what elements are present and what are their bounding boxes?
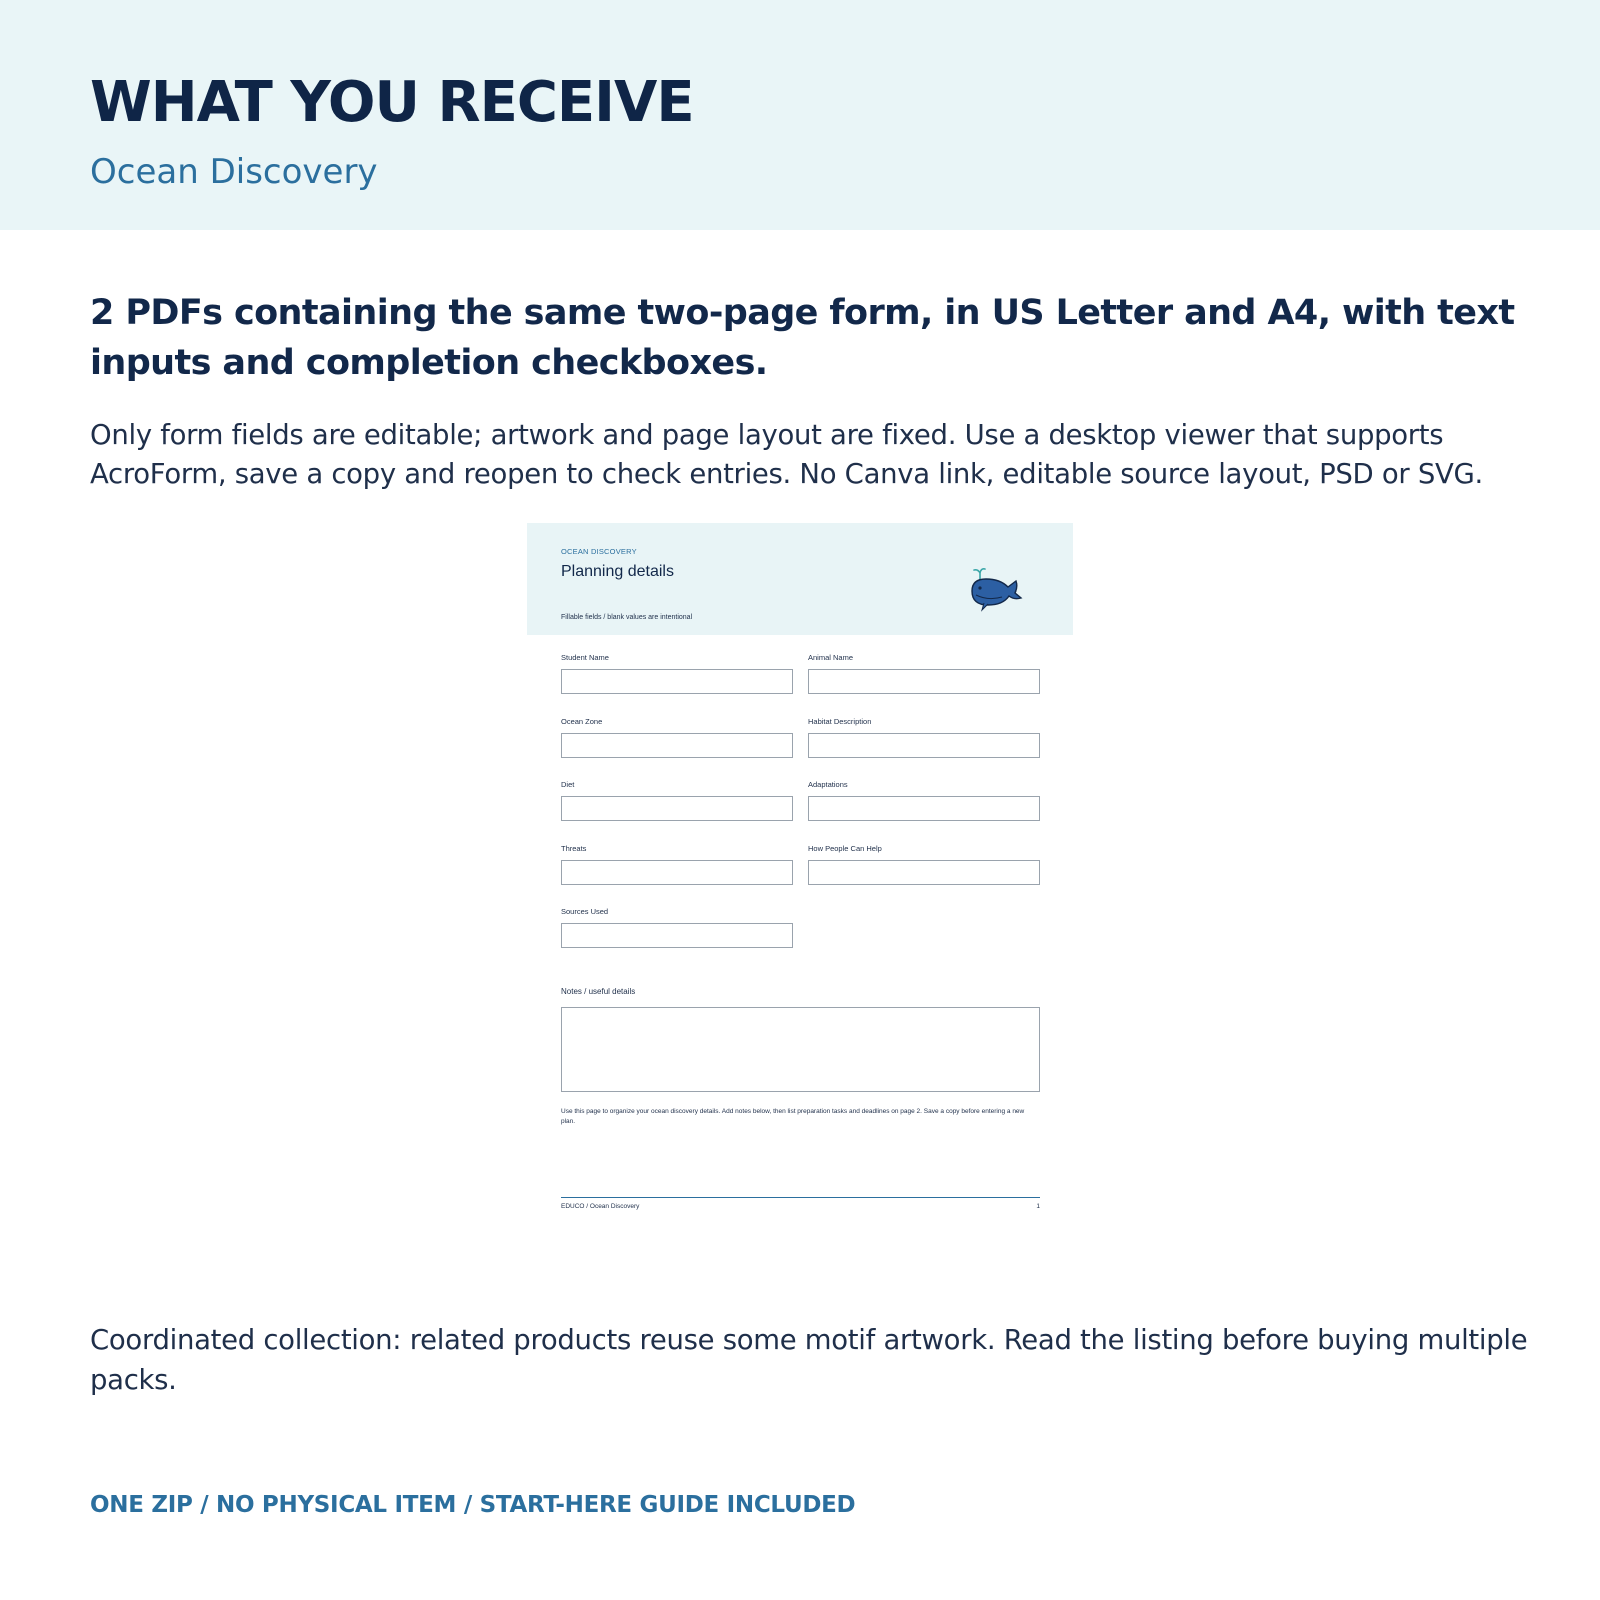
tagline: ONE ZIP / NO PHYSICAL ITEM / START-HERE GUIDE INCLUDED: [90, 1492, 856, 1518]
text-input[interactable]: [561, 796, 793, 821]
page-title: WHAT YOU RECEIVE: [90, 70, 694, 135]
notes-label: Notes / useful details: [561, 987, 636, 996]
page-number: 1: [1036, 1203, 1040, 1210]
field-threats: [561, 843, 793, 885]
help-text: Use this page to organize your ocean discovery details. Add notes below, then list preparation tasks and deadlines on page 2. Save a copy before entering a new plan.: [561, 1108, 1025, 1125]
notes-textarea[interactable]: [561, 1007, 1040, 1092]
field-label: Student Name: [561, 653, 609, 662]
text-input[interactable]: [561, 923, 793, 948]
field-label: Adaptations: [808, 780, 848, 789]
text-input[interactable]: [808, 860, 1040, 885]
footer-rule: [561, 1197, 1040, 1198]
text-input[interactable]: [808, 669, 1040, 694]
field-diet: [561, 779, 793, 821]
field-label: Threats: [561, 844, 587, 853]
field-sources-used: [561, 906, 793, 948]
whale-icon: [968, 567, 1026, 613]
text-input[interactable]: [808, 733, 1040, 758]
text-input[interactable]: [561, 860, 793, 885]
text-input[interactable]: [561, 733, 793, 758]
text-input[interactable]: [561, 669, 793, 694]
field-label: Habitat Description: [808, 717, 872, 726]
lead-paragraph: 2 PDFs containing the same two-page form, in US Letter and A4, with text inputs and completion checkboxes.: [90, 293, 1515, 383]
field-how-people-can-help: [808, 843, 1040, 885]
field-label: Animal Name: [808, 653, 854, 662]
preview-kicker: OCEAN DISCOVERY: [561, 547, 637, 556]
field-animal-name: [808, 652, 1040, 694]
field-label: Diet: [561, 780, 575, 789]
preview-note: Fillable fields / blank values are intentional: [561, 614, 693, 621]
field-label: How People Can Help: [808, 844, 882, 853]
preview-title: Planning details: [561, 563, 674, 580]
text-input[interactable]: [808, 796, 1040, 821]
field-habitat-description: [808, 716, 1040, 758]
page-subtitle: Ocean Discovery: [90, 152, 378, 192]
form-preview: [527, 523, 1073, 1223]
field-student-name: [561, 652, 793, 694]
field-ocean-zone: [561, 716, 793, 758]
collection-note: Coordinated collection: related products reuse some motif artwork. Read the listing before buying multiple packs.: [90, 1324, 1528, 1396]
footer-label: EDUCO / Ocean Discovery: [561, 1203, 640, 1210]
field-label: Ocean Zone: [561, 717, 603, 726]
field-adaptations: [808, 779, 1040, 821]
field-label: Sources Used: [561, 907, 609, 916]
body-paragraph: Only form fields are editable; artwork and page layout are fixed. Use a desktop viewer that supports AcroForm, save a copy and reopen to check entries. No Canva link, editable source layout, PSD or SVG.: [90, 419, 1483, 490]
